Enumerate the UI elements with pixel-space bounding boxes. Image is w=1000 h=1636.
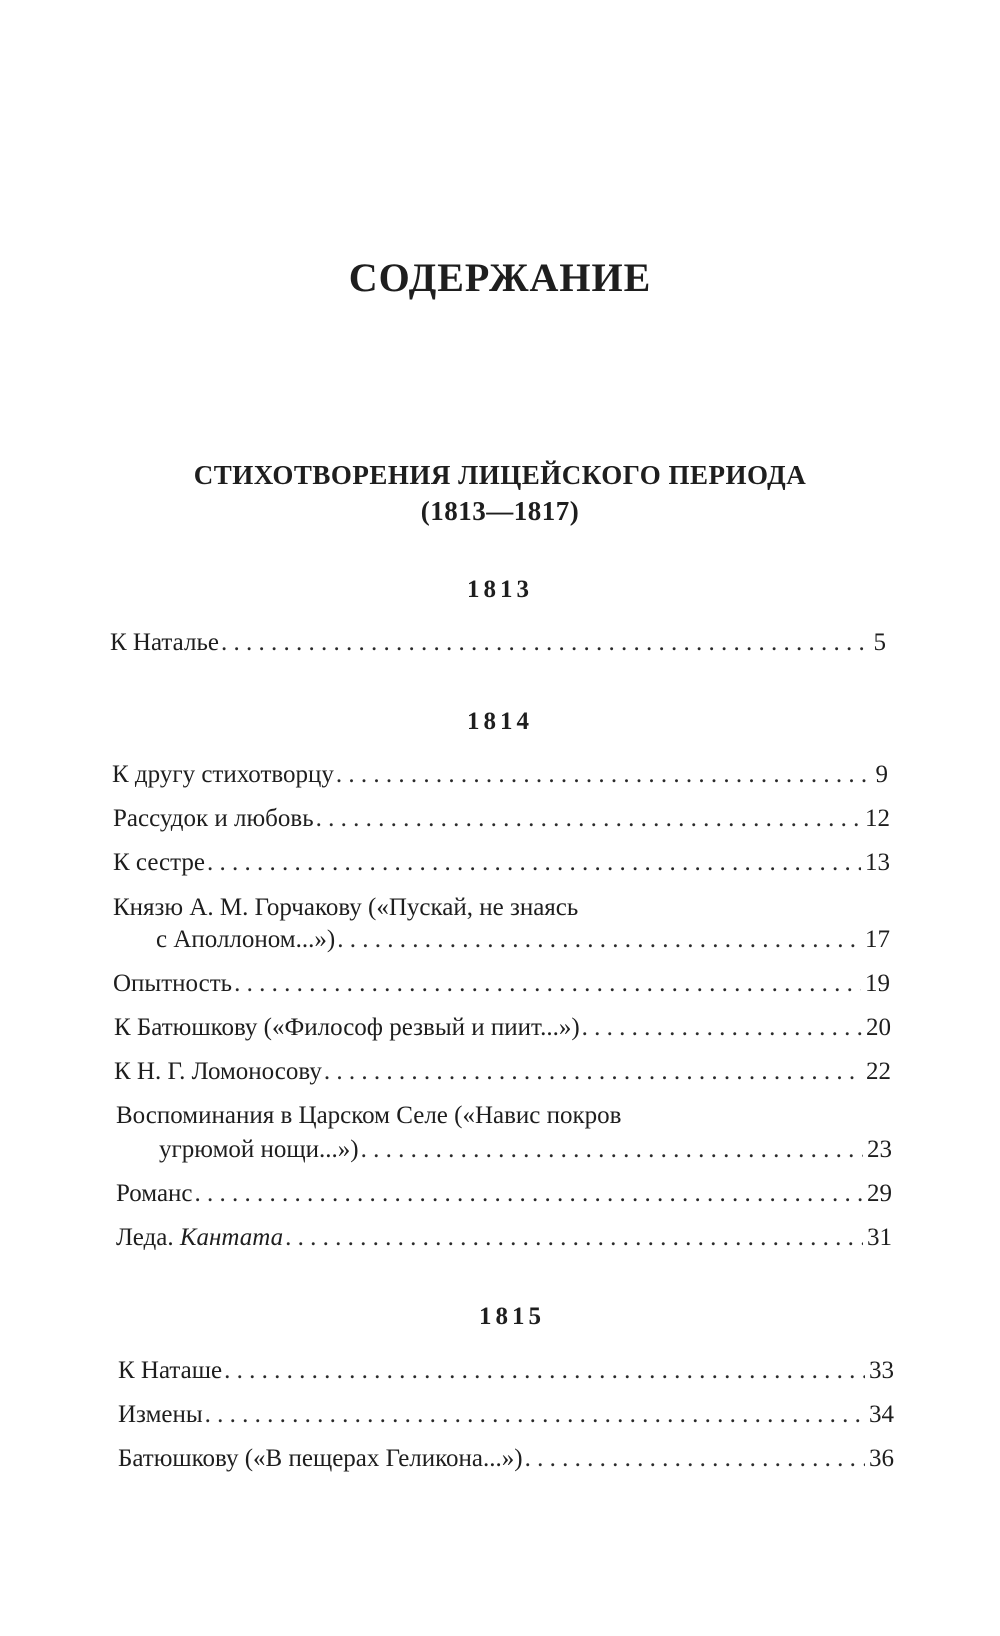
toc-entry[interactable] xyxy=(114,1013,891,1043)
dot-leader xyxy=(285,1223,863,1253)
entry-page: 12 xyxy=(865,805,890,832)
entry-page: 31 xyxy=(867,1224,892,1251)
entry-title: К Наташе xyxy=(118,1357,223,1384)
year-heading-1815: 1815 xyxy=(479,1303,545,1330)
entry-title: Романс xyxy=(116,1180,193,1207)
entry-page: 17 xyxy=(865,926,890,953)
entry-title: К Н. Г. Ломоносову xyxy=(114,1058,322,1085)
entry-title: К Наталье xyxy=(110,629,219,656)
dot-leader xyxy=(336,760,872,790)
toc-entry[interactable] xyxy=(118,1444,894,1474)
dot-leader xyxy=(337,925,861,955)
toc-heading: СОДЕРЖАНИЕ xyxy=(348,255,652,300)
toc-entry[interactable] xyxy=(112,760,888,790)
toc-entry[interactable] xyxy=(114,1057,891,1087)
year-heading-1814: 1814 xyxy=(467,708,533,735)
dot-leader xyxy=(525,1444,865,1474)
entry-title: К Батюшкову («Философ резвый и пиит...») xyxy=(114,1014,580,1041)
entry-title-main: Леда. xyxy=(116,1224,174,1251)
entry-title-cont: с Аполлоном...») xyxy=(156,926,336,953)
toc-entry[interactable] xyxy=(116,1223,892,1253)
toc-entry[interactable] xyxy=(113,848,890,878)
entry-page: 33 xyxy=(869,1357,894,1384)
toc-entry[interactable] xyxy=(118,1400,894,1430)
toc-entry[interactable] xyxy=(110,628,886,658)
dot-leader xyxy=(361,1135,863,1165)
dot-leader xyxy=(205,1400,865,1430)
entry-title xyxy=(116,1223,283,1253)
entry-title: К сестре xyxy=(113,849,205,876)
entry-title-line1[interactable]: Князю А. М. Горчакову («Пускай, не знаясь xyxy=(113,894,579,921)
toc-entry[interactable] xyxy=(118,1356,894,1386)
entry-page: 9 xyxy=(875,761,888,788)
entry-page: 13 xyxy=(865,849,890,876)
dot-leader xyxy=(316,804,861,834)
entry-title: Рассудок и любовь xyxy=(113,805,314,832)
entry-page: 29 xyxy=(867,1180,892,1207)
entry-page: 23 xyxy=(867,1136,892,1163)
part-title: СТИХОТВОРЕНИЯ ЛИЦЕЙСКОГО ПЕРИОДА xyxy=(193,460,807,490)
entry-title: Батюшкову («В пещерах Геликона...») xyxy=(118,1445,523,1472)
entry-page: 22 xyxy=(866,1058,891,1085)
toc-entry[interactable] xyxy=(156,925,890,955)
entry-title-line1[interactable]: Воспоминания в Царском Селе («Навис покров xyxy=(116,1102,622,1129)
entry-page: 34 xyxy=(869,1401,894,1428)
part-years: (1813—1817) xyxy=(420,496,580,526)
entry-page: 20 xyxy=(866,1014,891,1041)
entry-page: 5 xyxy=(873,629,886,656)
dot-leader xyxy=(224,1356,865,1386)
dot-leader xyxy=(195,1179,863,1209)
entry-title: Опытность xyxy=(113,970,233,997)
toc-entry[interactable] xyxy=(116,1179,892,1209)
toc-entry[interactable] xyxy=(113,969,890,999)
entry-page: 19 xyxy=(865,970,890,997)
entry-page: 36 xyxy=(869,1445,894,1472)
entry-title-cont: угрюмой нощи...») xyxy=(159,1136,359,1163)
dot-leader xyxy=(221,628,870,658)
dot-leader xyxy=(324,1057,862,1087)
toc-entry[interactable] xyxy=(113,804,890,834)
dot-leader xyxy=(582,1013,862,1043)
year-heading-1813: 1813 xyxy=(467,576,533,603)
entry-title: Измены xyxy=(118,1401,203,1428)
entry-subtitle: Кантата xyxy=(179,1224,284,1251)
dot-leader xyxy=(207,848,861,878)
dot-leader xyxy=(234,969,861,999)
entry-title: К другу стихотворцу xyxy=(112,761,334,788)
toc-entry[interactable] xyxy=(159,1135,892,1165)
